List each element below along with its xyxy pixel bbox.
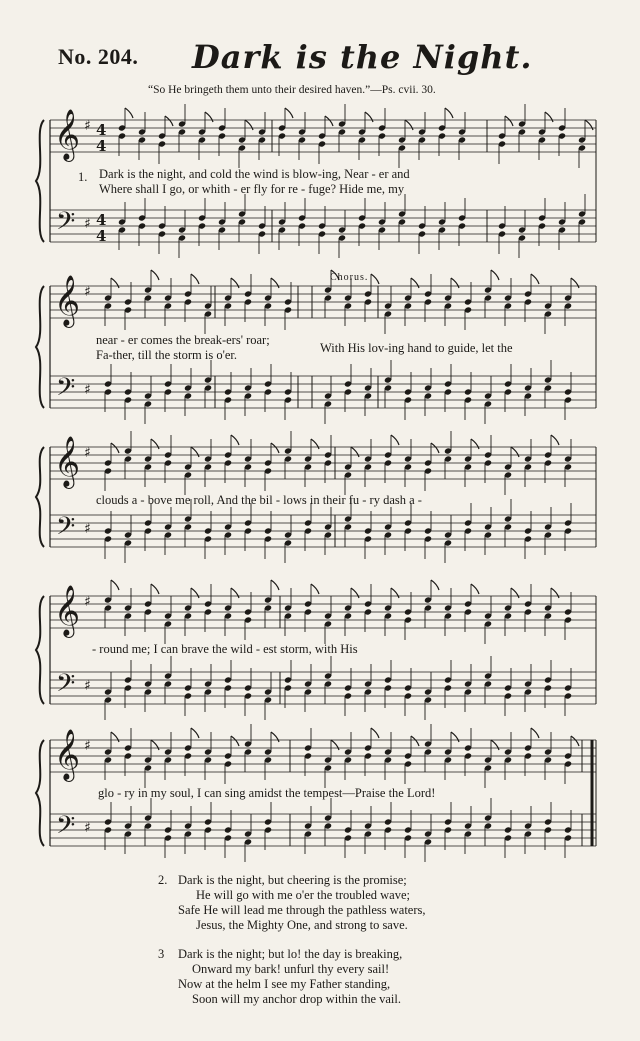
note-flag bbox=[165, 116, 173, 126]
note-flag bbox=[491, 740, 499, 750]
sharp-icon: ♯ bbox=[84, 284, 91, 300]
bass-clef-icon: 𝄢 bbox=[56, 207, 76, 242]
note-flag bbox=[511, 588, 519, 598]
note-flag bbox=[391, 588, 399, 598]
note-flag bbox=[531, 728, 539, 738]
note-flag bbox=[331, 740, 339, 750]
note-flag bbox=[551, 588, 559, 598]
sharp-icon: ♯ bbox=[84, 678, 91, 694]
verse-3-number: 3 bbox=[158, 947, 165, 961]
note-flag bbox=[365, 112, 373, 122]
treble-clef-icon: 𝄞 bbox=[54, 436, 81, 487]
lyric-line-5: glo - ry in my soul, I can sing amidst the tempest—Praise the Lord! bbox=[98, 786, 436, 800]
note-flag bbox=[391, 435, 399, 445]
note-flag bbox=[531, 274, 539, 284]
note-flag bbox=[191, 728, 199, 738]
sharp-icon: ♯ bbox=[84, 118, 91, 134]
note-flag bbox=[431, 443, 439, 453]
lyric-line-3: clouds a - bove me roll, And the bil - lows in their fu - ry dash a - bbox=[96, 493, 422, 507]
note-flag bbox=[471, 584, 479, 594]
note-flag bbox=[111, 443, 119, 453]
note-flag bbox=[571, 736, 579, 746]
note-flag bbox=[411, 736, 419, 746]
time-signature: 4 bbox=[96, 121, 107, 139]
verse-2-line-1: Dark is the night, but cheering is the promise; bbox=[178, 873, 407, 887]
note-flag bbox=[271, 732, 279, 742]
note-flag bbox=[111, 278, 119, 288]
note-flag bbox=[445, 108, 453, 118]
epigraph: “So He bringeth them unto their desired haven.”—Ps. cvii. 30. bbox=[148, 84, 436, 96]
bass-clef-icon: 𝄢 bbox=[56, 373, 76, 408]
note-flag bbox=[371, 274, 379, 284]
note-flag bbox=[351, 588, 359, 598]
note-flag bbox=[271, 580, 279, 590]
note-flag bbox=[411, 278, 419, 288]
system-brace bbox=[36, 740, 44, 846]
time-signature: 4 bbox=[96, 227, 107, 245]
lyric-line-2b: Fa-ther, till the storm is o'er. bbox=[96, 348, 237, 362]
note-flag bbox=[191, 588, 199, 598]
note-flag bbox=[505, 116, 513, 126]
note-flag bbox=[311, 439, 319, 449]
note-flag bbox=[111, 580, 119, 590]
note-flag bbox=[585, 120, 593, 130]
lyric-line-1b: Where shall I go, or whith - er fly for re - fuge? Hide me, my bbox=[99, 182, 405, 196]
note-flag bbox=[285, 108, 293, 118]
note-flag bbox=[371, 728, 379, 738]
verse-2-line-3: Safe He will lead me through the pathless waters, bbox=[178, 903, 426, 917]
note-flag bbox=[571, 278, 579, 288]
hymn-number: No. 204. bbox=[58, 44, 139, 69]
system-brace bbox=[36, 596, 44, 704]
verse-3-line-3: Now at the helm I see my Father standing, bbox=[178, 977, 391, 991]
note-flag bbox=[111, 732, 119, 742]
system-brace bbox=[36, 447, 44, 547]
verse-2-number: 2. bbox=[158, 873, 168, 887]
note-flag bbox=[471, 439, 479, 449]
note-flag bbox=[545, 112, 553, 122]
note-flag bbox=[191, 447, 199, 457]
note-flag bbox=[311, 584, 319, 594]
note-flag bbox=[271, 443, 279, 453]
time-signature: 4 bbox=[96, 211, 107, 229]
note-flag bbox=[151, 584, 159, 594]
sharp-icon: ♯ bbox=[84, 738, 91, 754]
treble-clef-icon: 𝄞 bbox=[54, 585, 81, 636]
sharp-icon: ♯ bbox=[84, 820, 91, 836]
note-flag bbox=[405, 120, 413, 130]
note-flag bbox=[151, 740, 159, 750]
verse-3-line-4: Soon will my anchor drop within the vail. bbox=[192, 992, 402, 1006]
sharp-icon: ♯ bbox=[84, 521, 91, 537]
note-flag bbox=[191, 274, 199, 284]
treble-clef-icon: 𝄞 bbox=[54, 729, 81, 780]
bass-clef-icon: 𝄢 bbox=[56, 669, 76, 704]
note-flag bbox=[231, 278, 239, 288]
lyric-line-1a: Dark is the night, and cold the wind is blow-ing, Near - er and bbox=[99, 167, 410, 181]
hymn-title: Dark is the Night. bbox=[192, 38, 533, 76]
note-flag bbox=[125, 108, 133, 118]
lyric-line-2c: With His lov-ing hand to guide, let the bbox=[320, 341, 513, 355]
note-flag bbox=[551, 435, 559, 445]
note-flag bbox=[205, 112, 213, 122]
note-flag bbox=[351, 447, 359, 457]
bass-clef-icon: 𝄢 bbox=[56, 512, 76, 547]
note-flag bbox=[245, 120, 253, 130]
verse-3-line-1: Dark is the night; but lo! the day is breaking, bbox=[178, 947, 403, 961]
sharp-icon: ♯ bbox=[84, 382, 91, 398]
lyric-line-2a: near - er comes the break-ers' roar; bbox=[96, 333, 270, 347]
chorus-label: Chorus. bbox=[330, 272, 369, 283]
note-flag bbox=[451, 278, 459, 288]
time-signature: 4 bbox=[96, 137, 107, 155]
note-flag bbox=[151, 439, 159, 449]
note-flag bbox=[491, 270, 499, 280]
bass-clef-icon: 𝄢 bbox=[56, 811, 76, 846]
sharp-icon: ♯ bbox=[84, 445, 91, 461]
note-flag bbox=[231, 736, 239, 746]
treble-clef-icon: 𝄞 bbox=[54, 109, 81, 160]
note-flag bbox=[431, 580, 439, 590]
note-flag bbox=[451, 732, 459, 742]
note-flag bbox=[271, 278, 279, 288]
note-flag bbox=[151, 270, 159, 280]
verse-2-line-4: Jesus, the Mighty One, and strong to save. bbox=[196, 918, 408, 932]
sharp-icon: ♯ bbox=[84, 594, 91, 610]
note-flag bbox=[511, 447, 519, 457]
verse-2-line-2: He will go with me o'er the troubled wave; bbox=[196, 888, 411, 902]
system-brace bbox=[36, 120, 44, 242]
note-flag bbox=[231, 588, 239, 598]
treble-clef-icon: 𝄞 bbox=[54, 275, 81, 326]
note-flag bbox=[325, 116, 333, 126]
lyric-line-4: - round me; I can brave the wild - est storm, with His bbox=[92, 642, 358, 656]
verse-1-number: 1. bbox=[78, 170, 88, 184]
system-brace bbox=[36, 286, 44, 408]
sharp-icon: ♯ bbox=[84, 216, 91, 232]
verse-3-line-2: Onward my bark! unfurl thy every sail! bbox=[192, 962, 390, 976]
note-flag bbox=[231, 435, 239, 445]
